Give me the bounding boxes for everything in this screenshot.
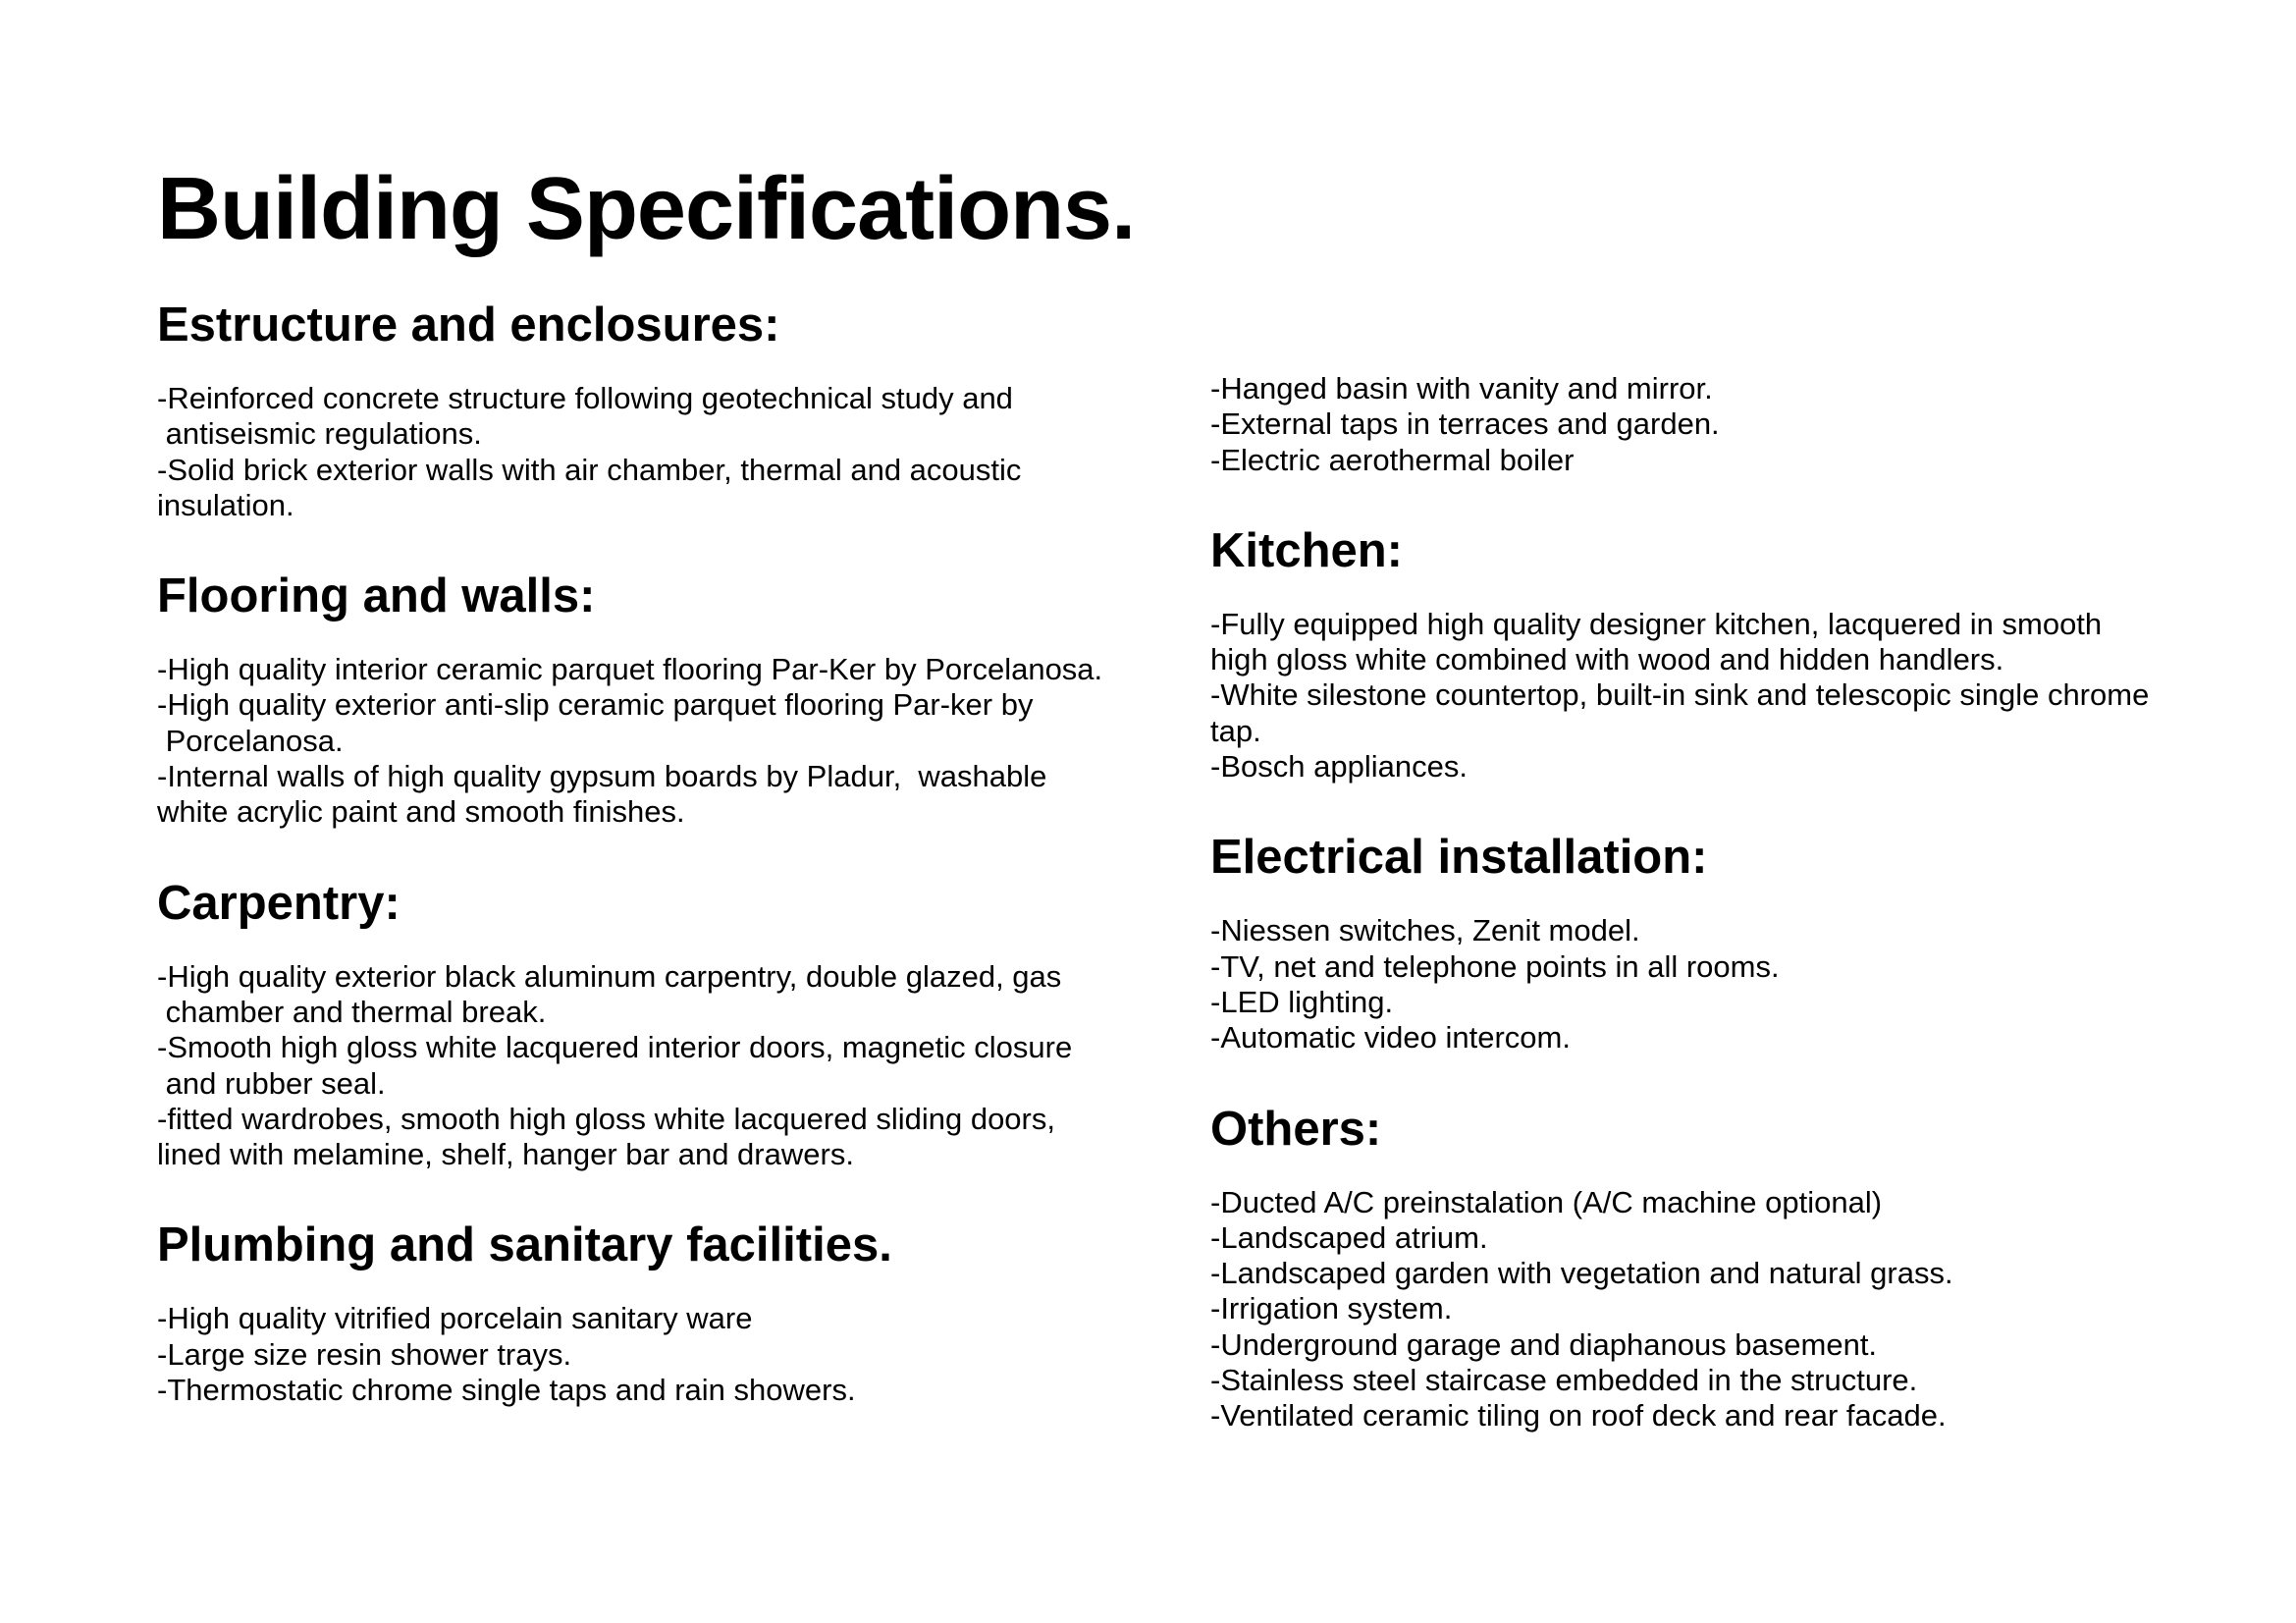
section-carpentry — [157, 870, 1129, 1173]
section-others — [1210, 1096, 2251, 1434]
section-heading: Estructure and enclosures: — [157, 298, 780, 352]
section-heading: Others: — [1210, 1102, 1382, 1156]
section-electrical — [1210, 824, 2251, 1055]
section-plumbing — [157, 1212, 1129, 1408]
section-body: -Ducted A/C preinstalation (A/C machine optional) -Landscaped atrium. -Landscaped garden with vegetation and natural grass. -Irrigation system. -Underground garage and diaphanous basement. -Stainless steel staircase embedded in the structure. -Ventilated ceramic tiling on roof deck and rear facade. — [1210, 1184, 1953, 1434]
section-body: -Niessen switches, Zenit model. -TV, net and telephone points in all rooms. -LED lighting. -Automatic video intercom. — [1210, 913, 1780, 1055]
left-column — [157, 292, 1129, 1408]
section-body: -High quality interior ceramic parquet flooring Par-Ker by Porcelanosa. -High quality exterior anti-slip ceramic parquet flooring Par-ker by Porcelanosa. -Internal walls of high quality gypsum boards by Pladur, washable white acrylic paint and smooth finishes. — [157, 652, 1103, 830]
page-title: Building Specifications. — [157, 160, 1136, 258]
section-heading: Flooring and walls: — [157, 569, 596, 623]
section-plumbing-continued — [1210, 371, 2251, 478]
section-body: -Reinforced concrete structure following geotechnical study and antiseismic regulations. -Solid brick exterior walls with air chamber, thermal and acoustic insulation. — [157, 381, 1022, 522]
section-body: -High quality vitrified porcelain sanitary ware -Large size resin shower trays. -Thermostatic chrome single taps and rain showers. — [157, 1301, 856, 1408]
section-heading: Plumbing and sanitary facilities. — [157, 1218, 892, 1272]
section-structure — [157, 292, 1129, 523]
section-body: -High quality exterior black aluminum carpentry, double glazed, gas chamber and thermal break. -Smooth high gloss white lacquered interior doors, magnetic closure and rubber seal. -fitted wardrobes, smooth high gloss white lacquered sliding doors, lined with melamine, shelf, hanger bar and drawers. — [157, 958, 1073, 1172]
section-body: -Fully equipped high quality designer kitchen, lacquered in smooth high gloss white combined with wood and hidden handlers. -White silestone countertop, built-in sink and telescopic single chrome tap. -Bosch appliances. — [1210, 606, 2150, 784]
section-heading: Electrical installation: — [1210, 831, 1708, 885]
section-flooring — [157, 563, 1129, 830]
section-body: -Hanged basin with vanity and mirror. -External taps in terraces and garden. -Electric aerothermal boiler — [1210, 371, 1720, 477]
section-kitchen — [1210, 517, 2251, 784]
section-heading: Kitchen: — [1210, 523, 1403, 577]
section-heading: Carpentry: — [157, 876, 400, 930]
right-column — [1210, 371, 2251, 1434]
